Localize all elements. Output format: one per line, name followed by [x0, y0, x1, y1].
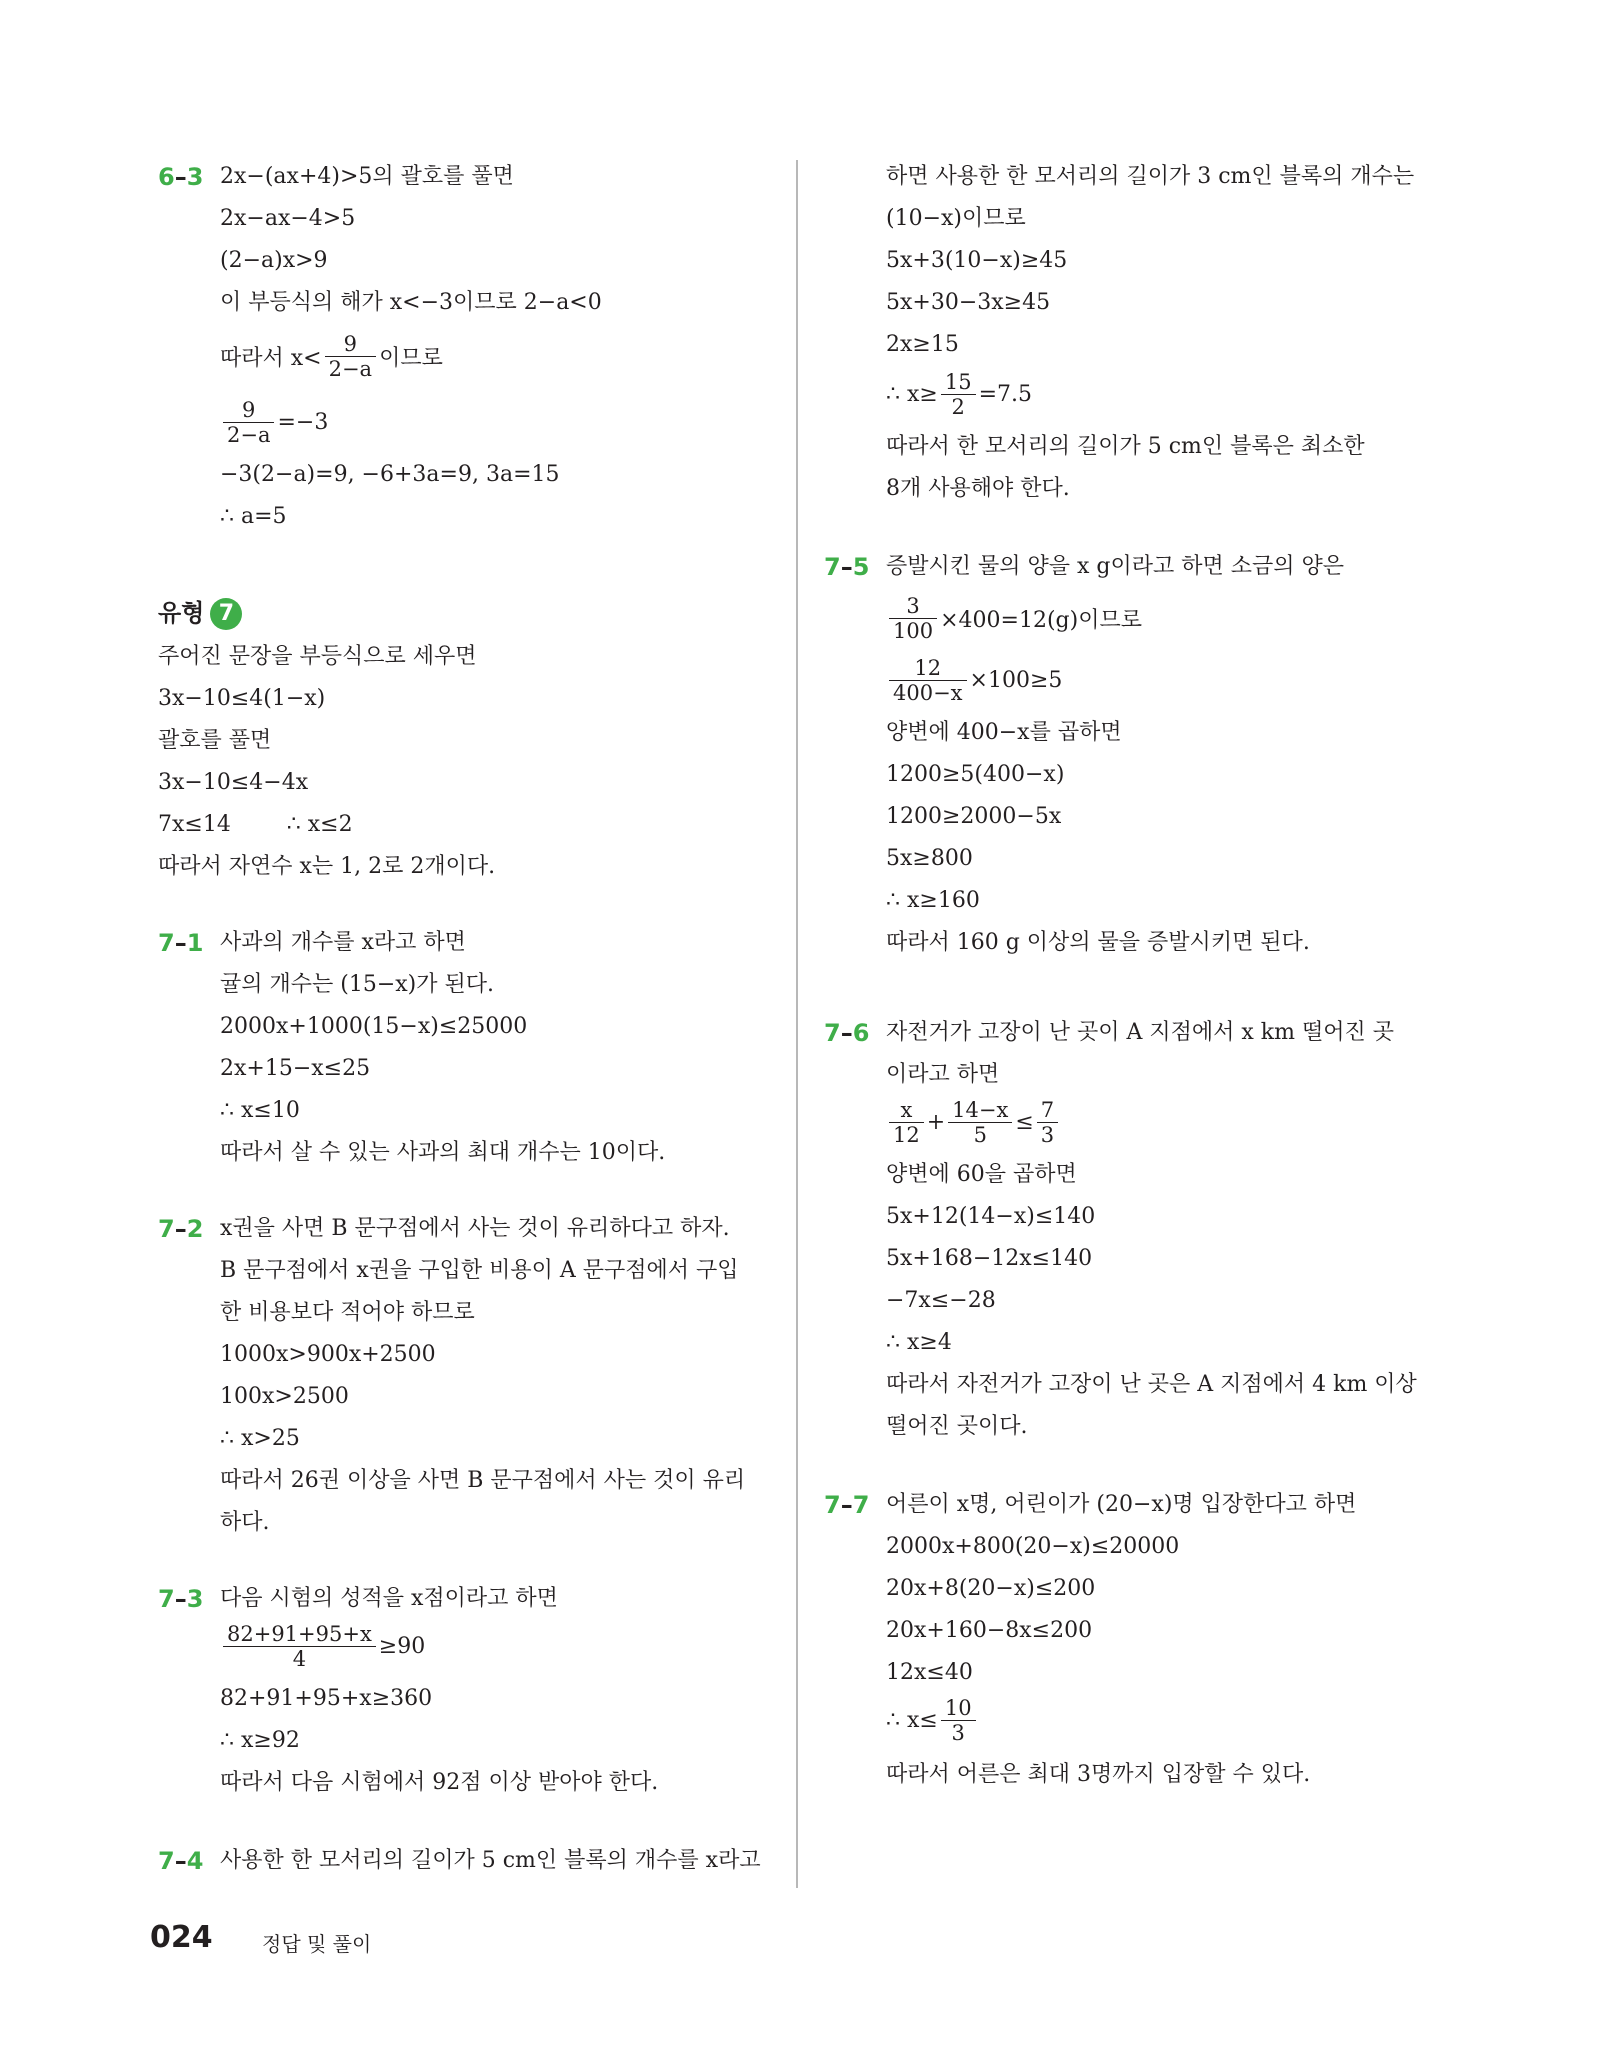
math-line: 3x−10≤4−4x: [158, 770, 309, 795]
text-line: x권을 사면 B 문구점에서 사는 것이 유리하다고 하자.: [220, 1216, 730, 1241]
text-line: 괄호를 풀면: [158, 728, 272, 753]
text-line: 따라서 다음 시험에서 92점 이상 받아야 한다.: [220, 1770, 659, 1795]
text-line: 사용한 한 모서리의 길이가 5 cm인 블록의 개수를 x라고: [220, 1848, 761, 1873]
text-line: 8개 사용해야 한다.: [886, 476, 1070, 501]
math-line: ∴ x≥160: [886, 888, 980, 913]
text-line: 증발시킨 물의 양을 x g이라고 하면 소금의 양은: [886, 554, 1344, 579]
numerator: x: [889, 1098, 924, 1123]
text-line: 떨어진 곳이다.: [886, 1414, 1028, 1439]
text-line: 하다.: [220, 1510, 270, 1535]
math-line: ∴ x≥92: [220, 1728, 300, 1753]
fraction: [889, 594, 937, 643]
math-line: 100x>2500: [220, 1384, 349, 1409]
numerator: 3: [889, 594, 937, 619]
text-line: 따라서 자연수 x는 1, 2로 2개이다.: [158, 854, 496, 879]
numerator: 7: [1037, 1098, 1058, 1123]
math-line: −7x≤−28: [886, 1288, 996, 1313]
fraction-line: [886, 656, 1062, 705]
text-line: 이 부등식의 해가 x<−3이므로 2−a<0: [220, 290, 602, 315]
math-line: 2x−ax−4>5: [220, 206, 356, 231]
denominator: 12: [893, 1123, 920, 1147]
math-line: 20x+8(20−x)≤200: [886, 1576, 1096, 1601]
text-segment: ≥90: [378, 1634, 426, 1659]
math-line: ∴ x≥4: [886, 1330, 952, 1355]
math-line: 5x+3(10−x)≥45: [886, 248, 1068, 273]
math-line: 2000x+1000(15−x)≤25000: [220, 1014, 528, 1039]
text-line: B 문구점에서 x권을 구입한 비용이 A 문구점에서 구입: [220, 1258, 739, 1283]
fraction: [1037, 1098, 1058, 1147]
math-line: 82+91+95+x≥360: [220, 1686, 433, 1711]
denominator: 2−a: [328, 357, 373, 381]
fraction: [889, 1098, 924, 1147]
math-line: (2−a)x>9: [220, 248, 328, 273]
text-segment: +: [926, 1110, 946, 1135]
numerator: 10: [941, 1696, 976, 1721]
problem-number-7-7: 7–7: [824, 1491, 870, 1519]
problem-number-7-6: 7–6: [824, 1019, 870, 1047]
math-line: ∴ x>25: [220, 1426, 300, 1451]
math-line: 1200≥5(400−x): [886, 762, 1065, 787]
fraction: [223, 1622, 376, 1671]
text-line: 귤의 개수는 (15−x)가 된다.: [220, 972, 494, 997]
math-line: 5x≥800: [886, 846, 973, 871]
math-line: 12x≤40: [886, 1660, 973, 1685]
text-line: 이라고 하면: [886, 1062, 1000, 1087]
text-line: 한 비용보다 적어야 하므로: [220, 1300, 475, 1325]
denominator: 5: [973, 1123, 987, 1147]
denominator: 100: [893, 619, 934, 643]
type-label: 유형: [158, 599, 205, 627]
denominator: 3: [951, 1721, 965, 1745]
numerator: 14−x: [948, 1098, 1012, 1123]
text-segment: ×100≥5: [969, 668, 1063, 693]
math-line: 5x+30−3x≥45: [886, 290, 1051, 315]
fraction-line: [886, 370, 1032, 419]
numerator: 9: [223, 398, 274, 423]
text-segment: =−3: [277, 410, 329, 435]
text-line: 다음 시험의 성적을 x점이라고 하면: [220, 1586, 558, 1611]
math-line: 2x≥15: [886, 332, 959, 357]
fraction: [223, 398, 274, 447]
fraction-line: [220, 1622, 425, 1671]
page-section-label: 정답 및 풀이: [262, 1932, 372, 1956]
text-line: 따라서 26권 이상을 사면 B 문구점에서 사는 것이 유리: [220, 1468, 746, 1493]
problem-number-7-5: 7–5: [824, 553, 870, 581]
text-line: 따라서 어른은 최대 3명까지 입장할 수 있다.: [886, 1762, 1311, 1787]
text-line: 양변에 400−x를 곱하면: [886, 720, 1122, 745]
denominator: 2−a: [227, 423, 271, 447]
text-line: 따라서 한 모서리의 길이가 5 cm인 블록은 최소한: [886, 434, 1365, 459]
math-line: 1200≥2000−5x: [886, 804, 1062, 829]
math-line: 20x+160−8x≤200: [886, 1618, 1093, 1643]
numerator: 9: [325, 332, 376, 357]
text-segment: ×400=12(g)이므로: [940, 608, 1142, 633]
math-line: 1000x>900x+2500: [220, 1342, 436, 1367]
numerator: 15: [941, 370, 976, 395]
math-line: 7x≤14 ∴ x≤2: [158, 812, 353, 837]
text-line: 하면 사용한 한 모서리의 길이가 3 cm인 블록의 개수는: [886, 164, 1415, 189]
text-line: 양변에 60을 곱하면: [886, 1162, 1077, 1187]
text-line: 2x−(ax+4)>5의 괄호를 풀면: [220, 164, 514, 189]
numerator: 12: [889, 656, 967, 681]
denominator: 400−x: [893, 681, 963, 705]
type-badge: 7: [210, 598, 242, 630]
fraction-line: [886, 1696, 979, 1745]
text-line: 사과의 개수를 x라고 하면: [220, 930, 466, 955]
math-line: ∴ a=5: [220, 504, 287, 529]
problem-number-7-1: 7–1: [158, 929, 204, 957]
math-line: 5x+168−12x≤140: [886, 1246, 1093, 1271]
problem-number-7-2: 7–2: [158, 1215, 204, 1243]
fraction: [325, 332, 376, 381]
numerator: 82+91+95+x: [223, 1622, 376, 1647]
math-line: −3(2−a)=9, −6+3a=9, 3a=15: [220, 462, 560, 487]
text-line: 자전거가 고장이 난 곳이 A 지점에서 x km 떨어진 곳: [886, 1020, 1394, 1045]
text-line: 따라서 160 g 이상의 물을 증발시키면 된다.: [886, 930, 1310, 955]
type-heading: [158, 598, 242, 630]
column-divider: [796, 160, 798, 1888]
fraction-line: [886, 1098, 1061, 1147]
fraction: [941, 370, 976, 419]
problem-number-6-3: 6–3: [158, 163, 204, 191]
text-segment: ≤: [1015, 1110, 1034, 1135]
math-line: ∴ x≤10: [220, 1098, 300, 1123]
math-line: 2x+15−x≤25: [220, 1056, 371, 1081]
fraction: [889, 656, 967, 705]
fraction: [941, 1696, 976, 1745]
problem-number-7-4: 7–4: [158, 1847, 204, 1875]
fraction-line: [220, 332, 443, 381]
text-segment: 따라서 x<: [220, 346, 322, 371]
text-line: 따라서 살 수 있는 사과의 최대 개수는 10이다.: [220, 1140, 666, 1165]
text-line: 어른이 x명, 어린이가 (20−x)명 입장한다고 하면: [886, 1492, 1357, 1517]
math-line: 5x+12(14−x)≤140: [886, 1204, 1096, 1229]
text-line: (10−x)이므로: [886, 206, 1026, 231]
text-segment: ∴ x≥: [886, 382, 938, 407]
fraction-line: [886, 594, 1142, 643]
math-line: 3x−10≤4(1−x): [158, 686, 326, 711]
text-segment: ∴ x≤: [886, 1708, 938, 1733]
denominator: 3: [1040, 1123, 1055, 1147]
text-segment: 이므로: [379, 346, 443, 371]
denominator: 4: [292, 1647, 307, 1671]
text-line: 따라서 자전거가 고장이 난 곳은 A 지점에서 4 km 이상: [886, 1372, 1417, 1397]
page-number: 024: [150, 1920, 213, 1955]
text-line: 주어진 문장을 부등식으로 세우면: [158, 644, 477, 669]
math-line: 2000x+800(20−x)≤20000: [886, 1534, 1180, 1559]
text-segment: =7.5: [978, 382, 1032, 407]
denominator: 2: [951, 395, 965, 419]
problem-number-7-3: 7–3: [158, 1585, 204, 1613]
fraction-line: [220, 398, 328, 447]
fraction: [948, 1098, 1012, 1147]
